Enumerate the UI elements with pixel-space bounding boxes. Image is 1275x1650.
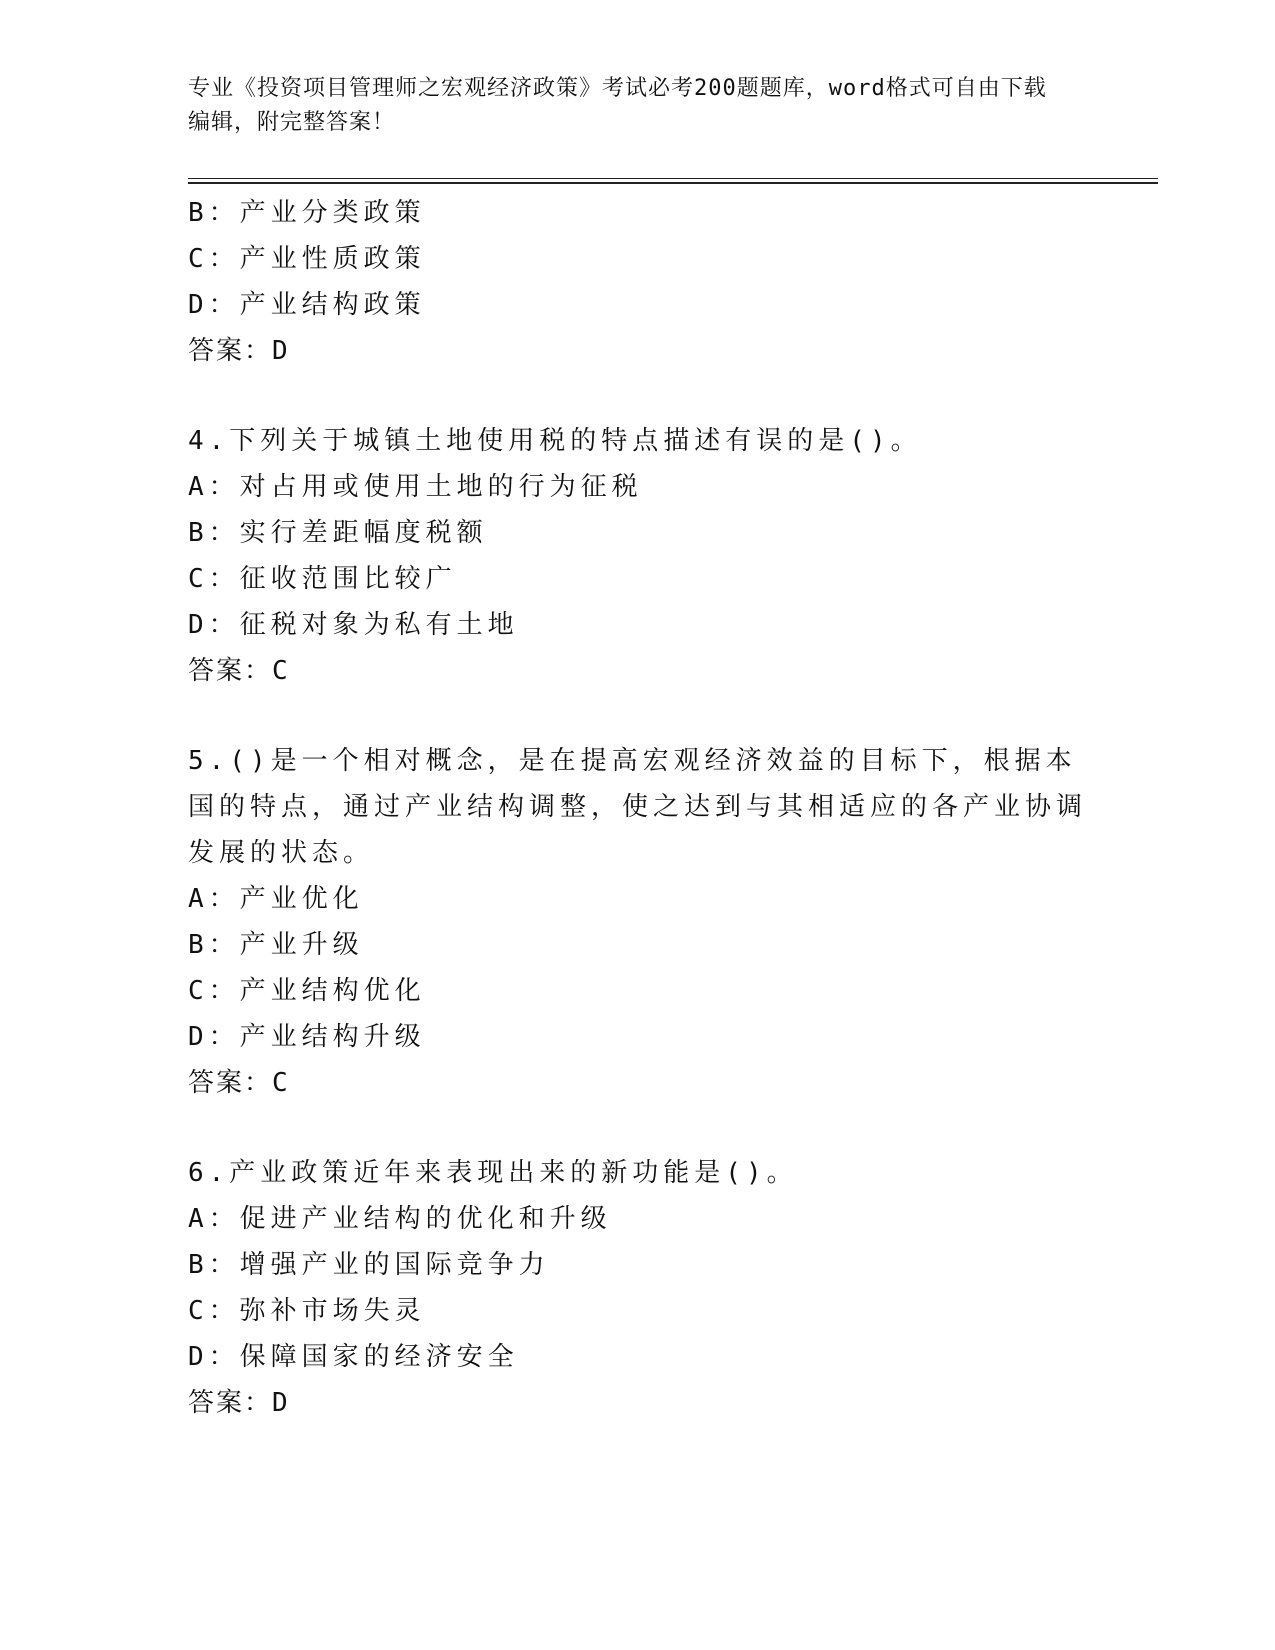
option-b: B：产业升级 <box>188 930 364 960</box>
header-rule-thin <box>188 178 1158 179</box>
option-d: D：产业结构政策 <box>188 290 426 320</box>
option-c: C：征收范围比较广 <box>188 564 457 594</box>
answer: 答案：D <box>188 1388 290 1418</box>
answer: 答案：C <box>188 1068 290 1098</box>
option-d: D：保障国家的经济安全 <box>188 1342 519 1372</box>
answer: 答案：D <box>188 336 290 366</box>
document-header: 专业《投资项目管理师之宏观经济政策》考试必考200题题库，word格式可自由下载编辑，附完整答案！ <box>188 76 1047 135</box>
option-c: C：产业结构优化 <box>188 976 426 1006</box>
option-b: B：产业分类政策 <box>188 198 426 228</box>
option-a: A：对占用或使用土地的行为征税 <box>188 472 643 502</box>
option-a: A：产业优化 <box>188 884 364 914</box>
option-a: A：促进产业结构的优化和升级 <box>188 1204 612 1234</box>
question-stem: 4.下列关于城镇土地使用税的特点描述有误的是()。 <box>188 426 922 456</box>
option-b: B：实行差距幅度税额 <box>188 518 488 548</box>
option-c: C：弥补市场失灵 <box>188 1296 426 1326</box>
question-stem: 6.产业政策近年来表现出来的新功能是()。 <box>188 1158 798 1188</box>
answer: 答案：C <box>188 656 290 686</box>
option-d: D：征税对象为私有土地 <box>188 610 519 640</box>
document-body <box>188 190 1088 1426</box>
option-b: B：增强产业的国际竞争力 <box>188 1250 550 1280</box>
option-c: C：产业性质政策 <box>188 244 426 274</box>
header-rule-thick <box>188 182 1158 184</box>
question-4 <box>188 418 1088 694</box>
question-stem: 5.()是一个相对概念，是在提高宏观经济效益的目标下，根据本国的特点，通过产业结构调整，使之达到与其相适应的各产业协调发展的状态。 <box>188 746 1088 868</box>
question-6 <box>188 1150 1088 1426</box>
option-d: D：产业结构升级 <box>188 1022 426 1052</box>
question-5 <box>188 738 1088 1106</box>
